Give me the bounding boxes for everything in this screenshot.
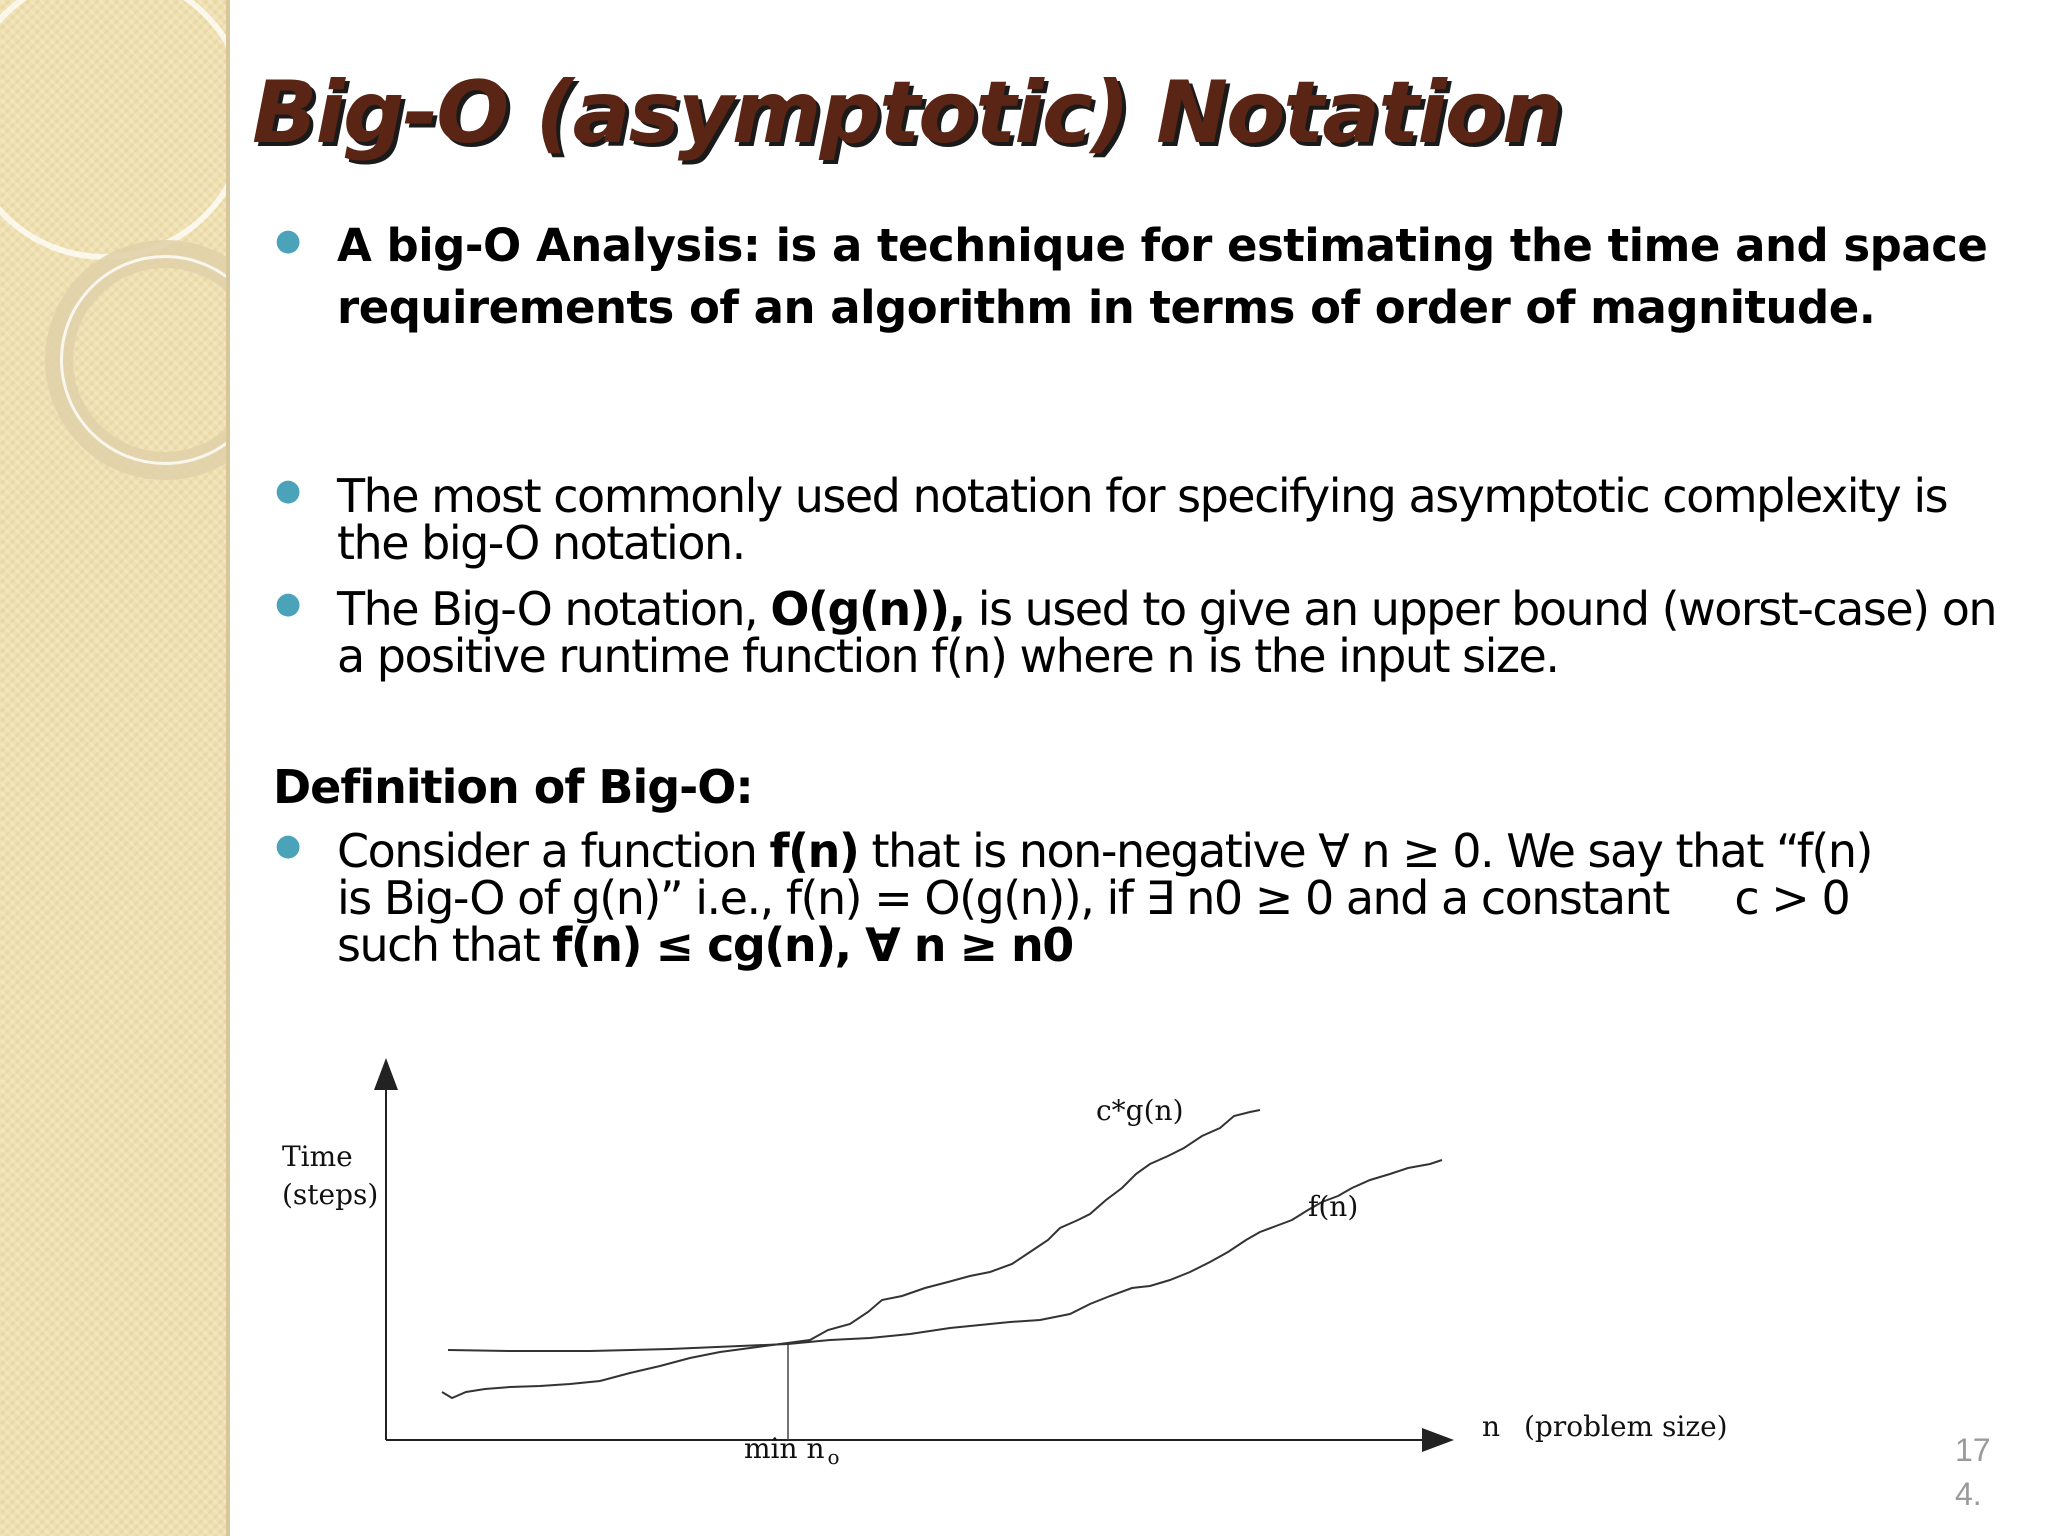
n0-marker-label: min n $_o$ xyxy=(744,1432,840,1469)
cg-curve xyxy=(442,1110,1260,1398)
bullet-text-plain: is used to give an upper bound (worst-case) on a positive runtime function f(n) where n is the input size. xyxy=(337,582,1996,683)
bullet-text-plain: The most commonly used notation for specifying asymptotic complexity is the big-O notation. xyxy=(337,469,1948,570)
bullet-text xyxy=(337,824,2005,972)
y-axis-label: Time xyxy=(282,1140,353,1173)
definition-line-1 xyxy=(337,824,2005,878)
definition-text-bold: f(n) ≤ cg(n), ∀ n ≥ n0 xyxy=(552,918,1073,972)
x-axis-label-n: n xyxy=(1482,1410,1501,1443)
decorative-side-band xyxy=(0,0,228,1536)
definition-text-bold: f(n) xyxy=(769,824,859,878)
bullet-icon: ● xyxy=(275,223,302,258)
y-axis-label-unit: (steps) xyxy=(282,1178,379,1211)
definition-heading: Definition of Big-O: xyxy=(273,760,753,814)
bullet-common-notation xyxy=(275,469,2005,570)
cg-curve-label: c*g(n) xyxy=(1096,1094,1184,1127)
f-curve xyxy=(448,1160,1442,1351)
band-divider xyxy=(226,0,230,1536)
x-axis-label: (problem size) xyxy=(1524,1410,1728,1443)
bullet-upper-bound xyxy=(275,582,2005,683)
bullet-text xyxy=(337,582,2005,683)
definition-text-plain: such that xyxy=(337,918,553,972)
bullet-text-bold: A big-O Analysis: is a technique for estimating the time and space requirements of an algorithm in terms of order of magnitude. xyxy=(337,219,1988,334)
definition-text-plain: that is non-negative ∀ n ≥ 0. We say that “f(n) xyxy=(858,824,1872,878)
definition-line-2 xyxy=(337,871,2005,925)
bullet-big-o-analysis xyxy=(275,215,2005,339)
definition-text-plain: Consider a function xyxy=(337,824,770,878)
bullet-text xyxy=(337,215,2005,339)
decorative-ring xyxy=(0,0,228,260)
slide-title: Big-O (asymptotic) Notation xyxy=(252,63,1562,163)
page-number: 17 4. xyxy=(1955,1432,1991,1512)
bullet-icon: ● xyxy=(275,586,302,621)
definition-text-plain: is Big-O of g(n)” i.e., f(n) = O(g(n)), if ∃ n0 ≥ 0 and a constant c > 0 xyxy=(337,871,1850,925)
bullet-icon: ● xyxy=(275,473,302,508)
bullet-definition xyxy=(275,824,2005,972)
bullet-text xyxy=(337,469,2005,570)
definition-line-3 xyxy=(337,918,2005,972)
f-curve-label: f(n) xyxy=(1308,1190,1359,1223)
bullet-text-plain: The Big-O notation, xyxy=(337,582,771,636)
bullet-icon: ● xyxy=(275,828,302,863)
bullet-text-bold: O(g(n)), xyxy=(770,582,965,636)
big-o-graph xyxy=(270,1040,1770,1480)
